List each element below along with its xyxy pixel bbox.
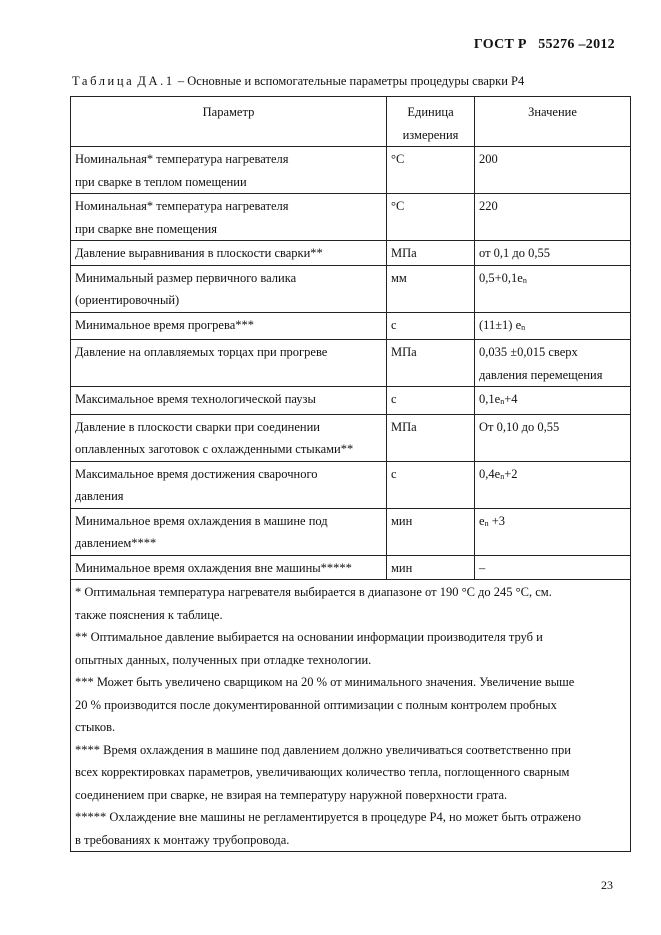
table-caption: [72, 74, 524, 89]
page-number: 23: [601, 878, 613, 892]
footnote-line: в требованиях к монтажу трубопровода.: [75, 832, 290, 847]
value-cell: –: [475, 555, 631, 580]
doc-code: ГОСТ Р: [473, 37, 527, 52]
parameter-cell: Номинальная* температура нагревателя при сварке вне помещения: [71, 194, 387, 241]
footnote-line: стыков.: [75, 720, 116, 734]
parameter-cell: Максимальное время технологической паузы: [71, 387, 387, 415]
unit-cell: МПа: [387, 340, 475, 387]
table-row: [71, 414, 631, 461]
table-row: [71, 461, 631, 508]
value-cell: $0,4e_n+2$: [475, 461, 631, 508]
footnote-line: * Оптимальная температура нагревателя выбирается в диапазоне от 190 °С до 245 °С, см.: [75, 585, 552, 599]
value-cell: 220: [475, 194, 631, 241]
column-header-unit: Единица измерения: [387, 97, 475, 147]
unit-cell: °С: [387, 194, 475, 241]
table-row: [71, 387, 631, 415]
table-row: [71, 555, 631, 580]
value-cell: 200: [475, 147, 631, 194]
parameter-cell: Минимальный размер первичного валика (ориентировочный): [71, 265, 387, 312]
footnote-line: 20 % производится после документированной оптимизации с полным контролем пробных: [75, 697, 557, 712]
footnote-line: ** Оптимальное давление выбирается на основании информации производителя труб и: [75, 630, 543, 644]
column-header-parameter: Параметр: [71, 97, 387, 147]
value-cell: (11±1) $e_n$: [475, 312, 631, 340]
notes-row: [71, 580, 631, 852]
footnote-line: *** Может быть увеличено сварщиком на 20 % от минимального значения. Увеличение выше: [75, 675, 575, 689]
parameters-table: [70, 96, 631, 852]
unit-cell: мин: [387, 508, 475, 555]
notes-cell: [71, 580, 631, 852]
table-row: [71, 147, 631, 194]
column-header-value: Значение: [475, 97, 631, 147]
unit-cell: с: [387, 387, 475, 415]
parameter-cell: Минимальное время охлаждения вне машины*****: [71, 555, 387, 580]
document-header: [474, 37, 615, 53]
table-caption-number: ДА.1: [137, 74, 175, 88]
unit-cell: с: [387, 312, 475, 340]
value-cell: $0,5+0,1e_n$: [475, 265, 631, 312]
table-header-row: [71, 97, 631, 147]
footnote-line: также пояснения к таблице.: [75, 607, 223, 622]
table-caption-text: – Основные и вспомогательные параметры процедуры сварки Р4: [174, 74, 525, 88]
parameter-cell: Давление на оплавляемых торцах при прогреве: [71, 340, 387, 387]
table-row: [71, 265, 631, 312]
table-caption-prefix: Таблица: [72, 74, 135, 88]
table-row: [71, 241, 631, 266]
unit-cell: МПа: [387, 241, 475, 266]
unit-cell: МПа: [387, 414, 475, 461]
unit-cell: °С: [387, 147, 475, 194]
table-row: [71, 508, 631, 555]
unit-cell: мин: [387, 555, 475, 580]
value-cell: От 0,10 до 0,55: [475, 414, 631, 461]
footnote-line: опытных данных, полученных при отладке технологии.: [75, 652, 372, 667]
unit-cell: с: [387, 461, 475, 508]
table-row: [71, 340, 631, 387]
doc-number: 55276 –2012: [538, 37, 615, 52]
parameter-cell: Давление выравнивания в плоскости сварки**: [71, 241, 387, 266]
parameter-cell: Давление в плоскости сварки при соединении оплавленных заготовок с охлажденными стыками**: [71, 414, 387, 461]
value-cell: от 0,1 до 0,55: [475, 241, 631, 266]
footnote-line: ***** Охлаждение вне машины не регламентируется в процедуре Р4, но может быть отражено: [75, 810, 581, 824]
unit-cell: мм: [387, 265, 475, 312]
table-row: [71, 194, 631, 241]
table-row: [71, 312, 631, 340]
parameter-cell: Минимальное время охлаждения в машине под давлением****: [71, 508, 387, 555]
footnote-line: **** Время охлаждения в машине под давлением должно увеличиваться соответственно при: [75, 742, 571, 757]
footnote-line: всех корректировках параметров, увеличивающих количество тепла, поглощенного сварным: [75, 765, 570, 779]
footnote-line: соединением при сварке, не взирая на температуру наружной поверхности грата.: [75, 787, 508, 802]
parameter-cell: Максимальное время достижения сварочного давления: [71, 461, 387, 508]
parameter-cell: Номинальная* температура нагревателя при сварке в теплом помещении: [71, 147, 387, 194]
value-cell: $0,1e_n+4$: [475, 387, 631, 415]
value-cell: 0,035 ±0,015 сверх давления перемещения: [475, 340, 631, 387]
parameter-cell: Минимальное время прогрева***: [71, 312, 387, 340]
value-cell: $e_n +3$: [475, 508, 631, 555]
